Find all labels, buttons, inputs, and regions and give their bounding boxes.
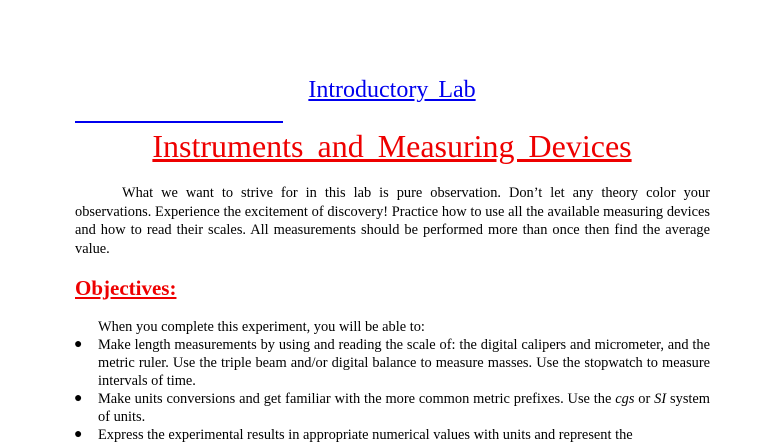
objective-text: Make length measurements by using and reading the scale of: the digital calipers and micrometer, and the metric ruler. Use the triple beam and/or digital balance to measure masses. Use the stopwatch to measure intervals of time. [98, 337, 710, 389]
document-subtitle: Instruments and Measuring Devices [152, 128, 632, 164]
objectives-heading: Objectives: [75, 276, 177, 300]
objective-text: Express the experimental results in appropriate numerical values with units and represent the [98, 427, 633, 443]
bullet-icon: ● [74, 391, 83, 406]
objectives-lead: When you complete this experiment, you will be able to: [98, 319, 425, 335]
objectives-list [74, 336, 710, 444]
intro-paragraph: What we want to strive for in this lab is pure observation. Don’t let any theory color your observations. Experience the excitement of discovery! Practice how to use all the available measuring devices and how to read their scales. All measurements should be performed more than once then find the average value. [75, 185, 710, 257]
objective-item [74, 426, 710, 444]
objective-text: Make units conversions and get familiar with the more common metric prefixes. Use the [98, 391, 616, 407]
si-term: SI [654, 391, 667, 407]
objective-item [74, 390, 710, 426]
bullet-icon: ● [74, 337, 83, 352]
document-title: Introductory Lab [308, 77, 476, 103]
objective-text-connector: or [634, 391, 655, 407]
title-divider [75, 121, 283, 123]
cgs-term: cgs [615, 391, 635, 407]
objective-text-end: system of units. [98, 391, 710, 425]
objective-item [74, 336, 710, 390]
bullet-icon: ● [74, 427, 83, 442]
